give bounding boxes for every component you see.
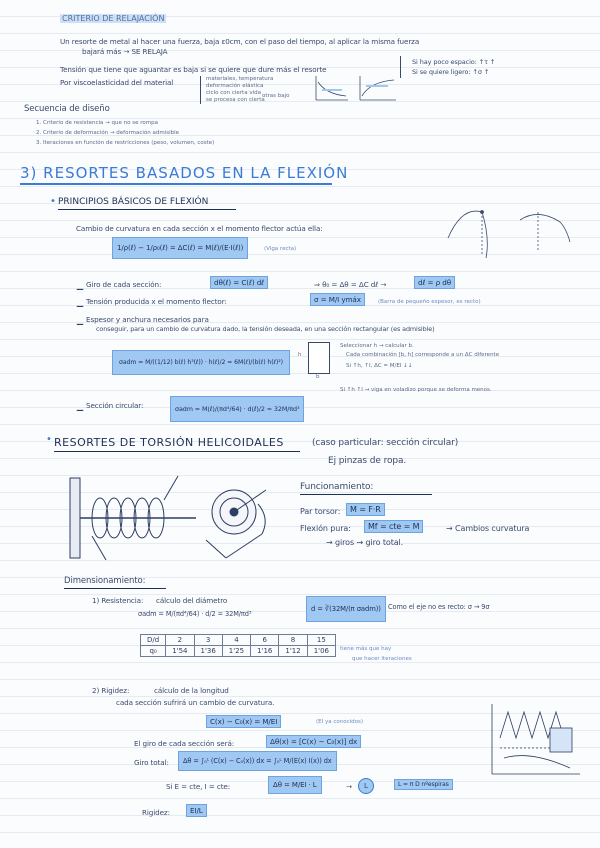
table-cell: D/d [141,635,166,646]
helical-spring-figure [66,470,276,566]
tension-text: Tensión producida x el momento flector: [86,297,227,306]
table-cell: 3 [194,635,222,646]
arrow: → [346,782,352,791]
table-cell: q₀ [141,646,166,657]
total-formula: Δθ = ∫₀ᴸ (C(x) − C₀(x)) dx = ∫₀ᴸ M/(E(x) I(x)) dx [178,751,337,771]
func-2: Flexión pura: [300,524,351,533]
tension-note: (Barra de pequeño espesor, es recto) [378,299,481,305]
const-text: Si E = cte, I = cte: [166,782,231,791]
giro-sec-text: El giro de cada sección será: [134,739,235,748]
viscous-item: materiales, temperatura [206,76,274,82]
total-text: Giro total: [134,758,169,767]
table-cell: 1'16 [251,646,279,657]
func-2-box: Mf = cte = M [364,520,423,533]
rect-h-label: h [298,352,302,358]
rig-title: 2) Rigidez: [92,686,130,695]
dash: – [76,400,84,419]
table-cell: 1'25 [222,646,250,657]
rect-right-4: Si ↑h ↑I → viga en voladizo porque se deforma menos. [340,387,492,393]
table-cell: 4 [222,635,250,646]
table-cell: 1'36 [194,646,222,657]
curvatura-formula: 1/ρ(ℓ) − 1/ρ₀(ℓ) = ΔC(ℓ) = M(ℓ)/(E·I(ℓ)) [112,237,248,259]
spring-length-sketch [480,698,590,778]
intro-line-1: Un resorte de metal al hacer una fuerza, baja ε0cm, con el paso del tiempo, al aplicar la misma fuerza [60,37,420,46]
secuencia-item: 3. Iteraciones en función de restricciones (peso, volumen, coste) [36,140,215,146]
viscous-item: se procesa con cierta [206,97,265,103]
curvatura-note: (Viga recta) [264,246,297,252]
func-2-tail: → Cambios curvatura [446,524,530,533]
curvature-sketch [440,198,580,264]
func-1-box: M = F·R [346,503,385,516]
section-underline [20,183,332,185]
dash: – [76,296,84,315]
intro-right-b: Si se quiere ligero: ↑σ ↑ [412,68,490,76]
table-cell: 8 [279,635,307,646]
giro-right-box: dℓ = ρ dθ [414,276,455,289]
viscous-item: ciclo con cierta vida [206,90,261,96]
rect-formula: σadm = M/((1/12) b(ℓ) h³(ℓ)) · h(ℓ)/2 = 6M(ℓ)/(b(ℓ) h(ℓ)²) [112,350,290,375]
rig-text-2: cada sección sufrirá un cambio de curvatura. [116,698,275,707]
res-formula: σadm = M/(πd⁴/64) · d/2 = 32M/πd³ [138,610,252,618]
func-3: → giros → giro total. [326,538,404,547]
res-text: cálculo del diámetro [156,596,228,605]
res-title: 1) Resistencia: [92,596,144,605]
section-title: 3) RESORTES BASADOS EN LA FLEXIÓN [20,164,349,182]
rect-right-2: Cada combinación [b, h] corresponde a un ΔC diferente [346,352,500,358]
rig-formula: C(x) − C₀(x) = M/EI [206,715,281,728]
torsion-title: RESORTES DE TORSIÓN HELICOIDALES [54,436,284,449]
secuencia-title: Secuencia de diseño [24,104,110,114]
giro-right: ⇒ θ₀ = Δθ = ΔC dℓ → [314,280,387,289]
intro-line-2: bajará más → SE RELAJA [82,47,168,56]
table-row [141,646,336,657]
rect-section-figure [308,342,330,374]
func-1: Par torsor: [300,507,341,516]
torsion-example: Ej pinzas de ropa. [328,456,407,466]
viscous-right: otras bajo [262,93,290,99]
curvatura-text: Cambio de curvatura en cada sección x el momento flector actúa ella: [76,224,323,233]
table-cell: 6 [251,635,279,646]
func-title: Funcionamiento: [300,482,374,492]
const-box: L = π D nºespiras [394,779,453,790]
table-note-1: tiene más que hay [340,646,392,652]
dim-underline [64,588,166,589]
table-cell: 2 [166,635,194,646]
rig-text: cálculo de la longitud [154,686,229,695]
page-title: CRITERIO DE RELAJACIÓN [62,14,165,23]
const-result: L [358,778,374,794]
intro-right-a: Si hay poco espacio: ↑τ ↑ [412,58,496,66]
func-underline [300,494,432,495]
q-factor-table [140,634,336,657]
dash: – [76,314,84,333]
res-box: d = ∛(32M/(π σadm)) [306,596,386,622]
bullet-icon: • [46,434,52,445]
torsion-underline [54,451,300,452]
giro-text: Giro de cada sección: [86,280,162,289]
res-right: Como el eje no es recto: σ → 9σ [388,603,490,611]
table-row [141,635,336,646]
secuencia-item: 1. Criterio de resistencia → que no se rompa [36,120,158,126]
principios-title: PRINCIPIOS BÁSICOS DE FLEXIÓN [58,197,209,207]
brace-line [400,56,402,78]
bullet-icon: • [50,196,56,207]
table-note-2: que hacer iteraciones [352,656,412,662]
circ-text: Sección circular: [86,401,144,410]
espesor-text-2: conseguir, para un cambio de curvatura dado, la tensión deseada, en una sección rectangular (es admisible) [96,325,435,333]
rigidez-box: EI/L [186,804,207,817]
relaxation-graphs [312,72,400,104]
intro-line-3: Tensión que tiene que aguantar es baja si se quiere que dure más el resorte [60,65,327,74]
rect-right-1: Seleccionar h → calcular b. [340,343,414,349]
tension-formula: σ = M/I ymáx [310,293,365,306]
principios-underline [58,209,236,210]
secuencia-item: 2. Criterio de deformación → deformación admisible [36,130,180,136]
giro-formula: dθ(ℓ) = C(ℓ) dℓ [210,276,268,289]
circ-formula: σadm = M(ℓ)/(πd⁴/64) · d(ℓ)/2 = 32M/πd³ [170,396,304,422]
espesor-text-1: Espesor y anchura necesarios para [86,315,209,324]
table-cell: 1'06 [307,646,335,657]
table-cell: 15 [307,635,335,646]
intro-line-4: Por viscoelasticidad del material [60,78,174,87]
rig-note: (EI ya conocidos) [316,719,364,725]
rigidez-label: Rigidez: [142,808,170,817]
table-cell: 1'54 [166,646,194,657]
const-formula: Δθ = M/EI · L [268,776,322,794]
dash: – [76,279,84,298]
giro-sec-formula: Δθ(x) = [C(x) − C₀(x)] dx [266,735,361,748]
viscous-item: deformación elástica [206,83,264,89]
rect-right-3: Si ↑h, ↑I, ΔC = M/EI ↓↓ [346,363,413,369]
torsion-subtitle: (caso particular: sección circular) [312,438,459,448]
rect-b-label: b [316,374,320,380]
dim-title: Dimensionamiento: [64,576,146,586]
table-cell: 1'12 [279,646,307,657]
